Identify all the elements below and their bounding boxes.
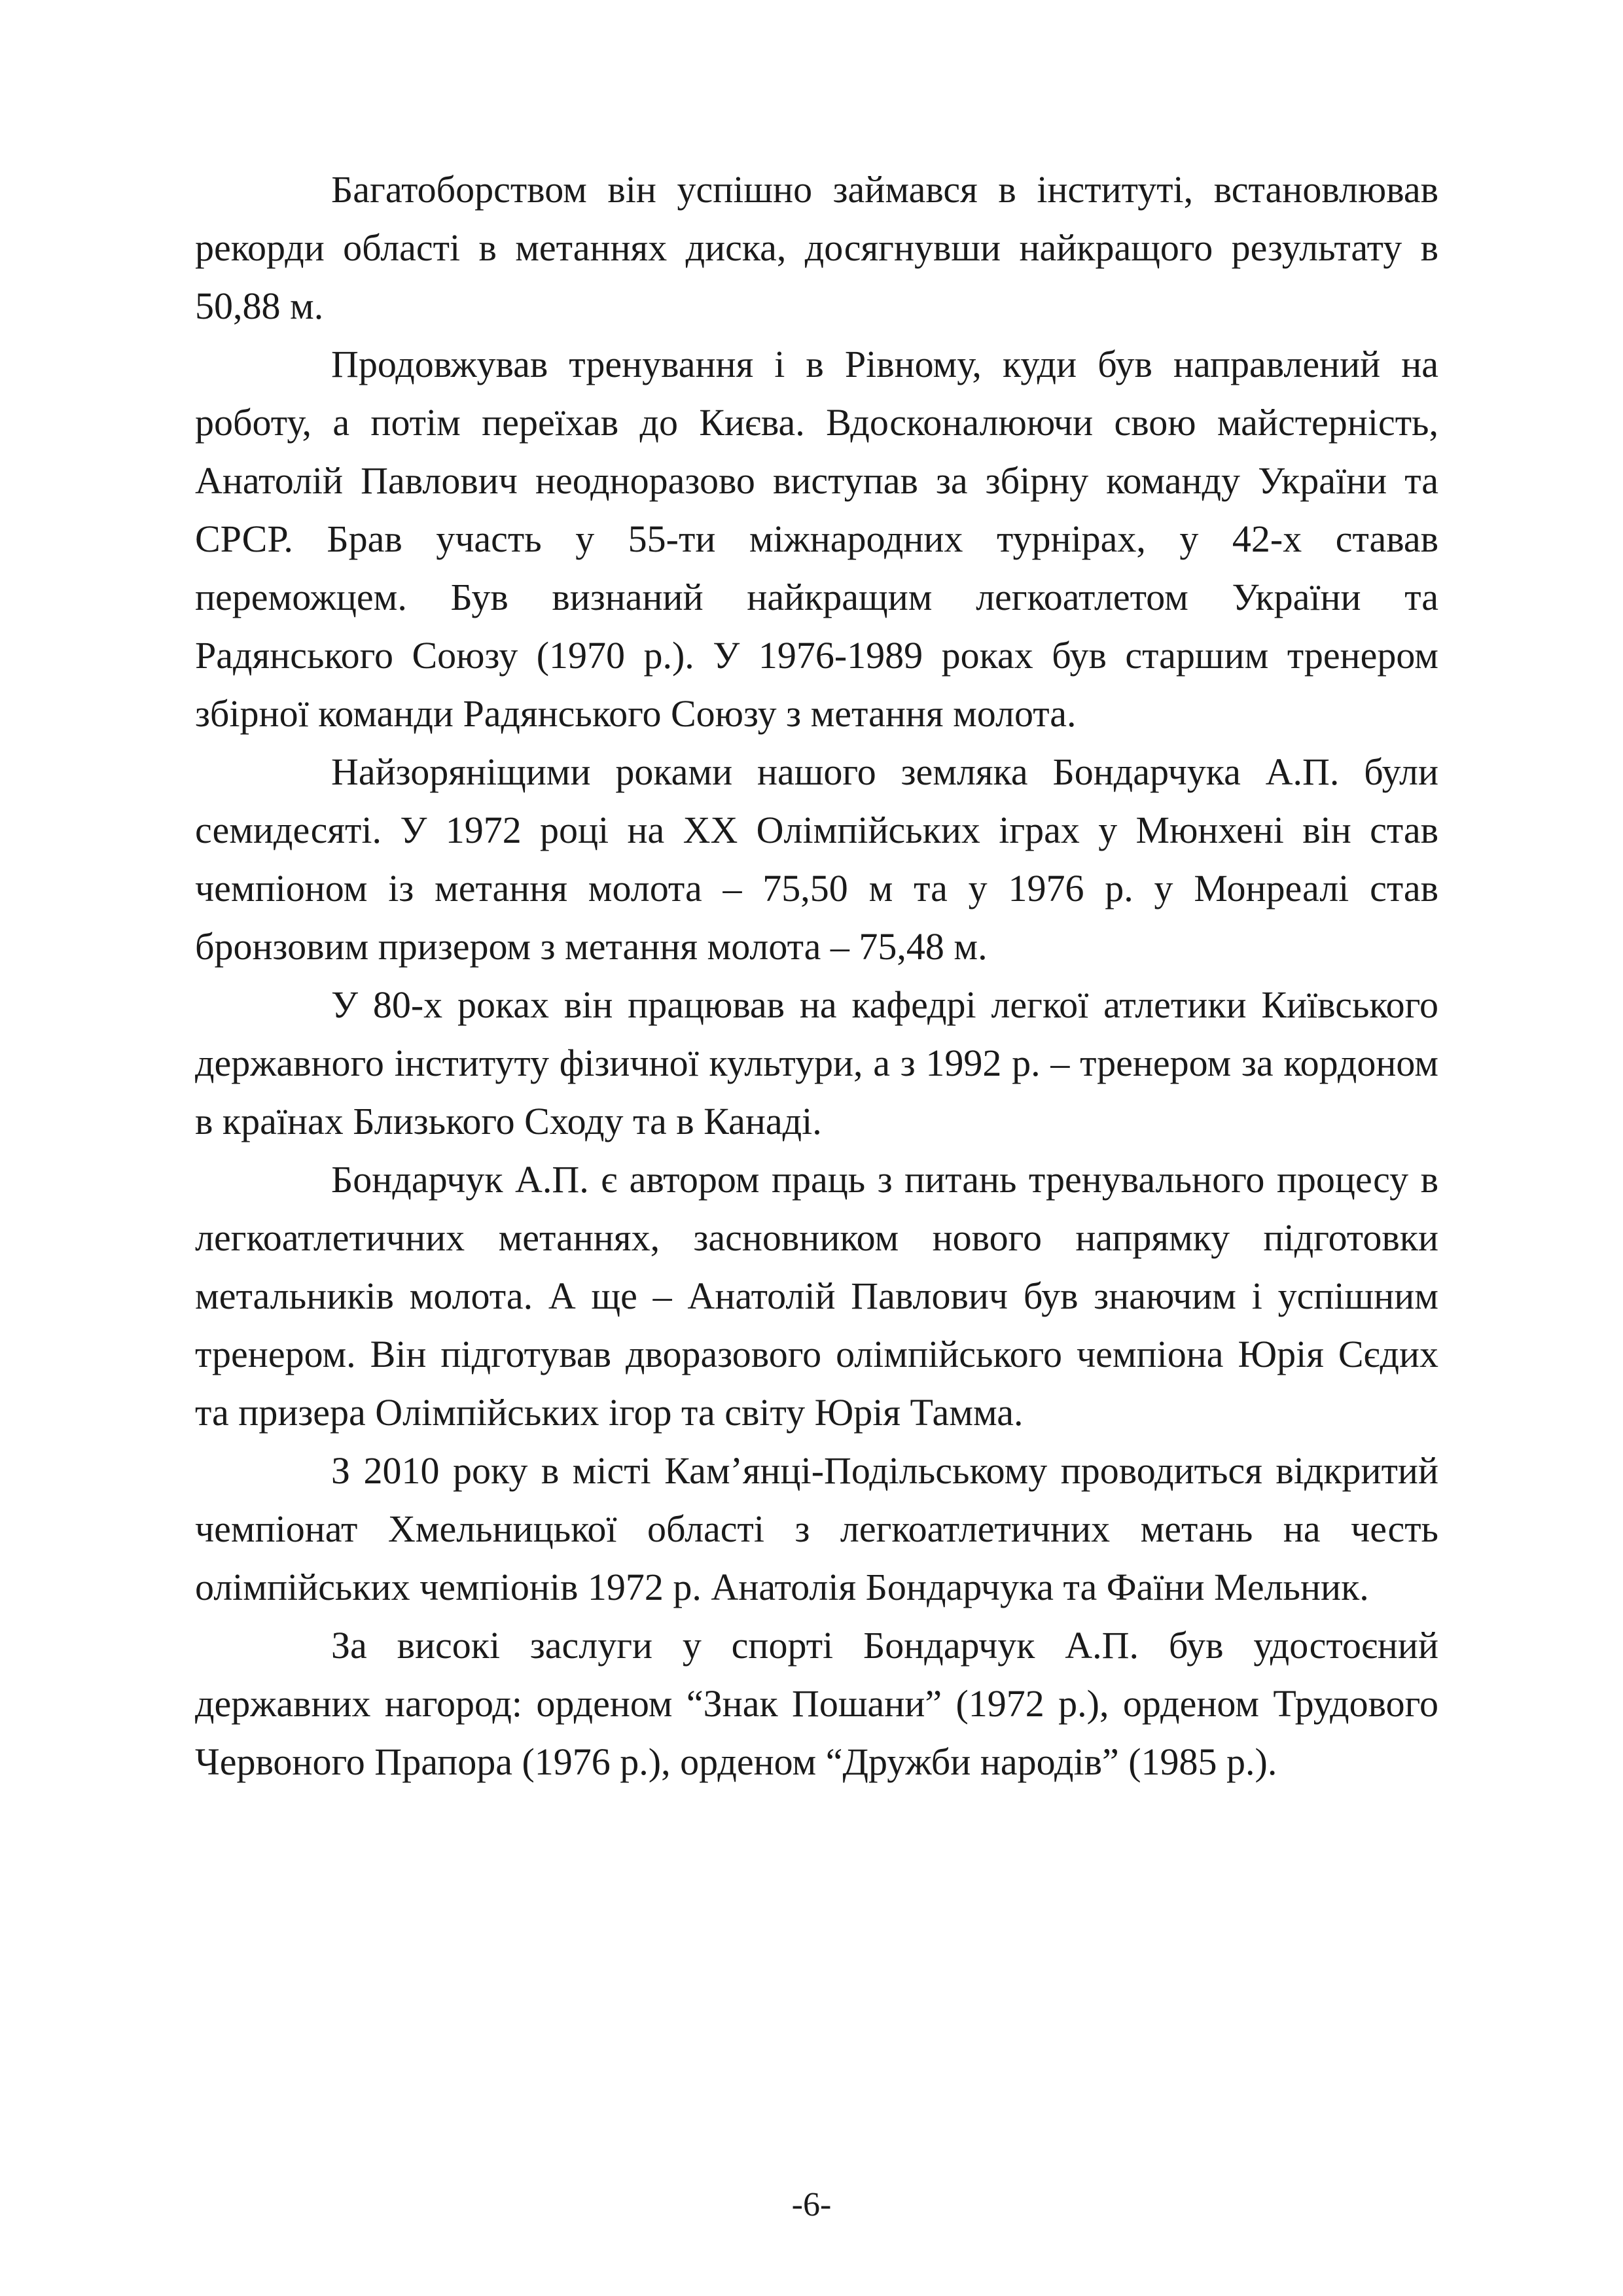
paragraph-2: Продовжував тренування і в Рівному, куди був направлений на роботу, а потім переїхав до Києва. Вдосконалюючи свою майстерність, Анатолій Павлович неодноразово виступав за збірну команду України та СРСР. Брав участь у 55-ти міжнародних турнірах, у 42-х ставав переможцем. Був визнаний найкращим легкоатлетом України та Радянського Союзу (1970 р.). У 1976-1989 роках був старшим тренером збірної команди Радянського Союзу з метання молота. — [195, 343, 1438, 735]
paragraph-5: Бондарчук А.П. є автором праць з питань тренувального процесу в легкоатлетичних метаннях, засновником нового напрямку підготовки метальників молота. А ще – Анатолій Павлович був знаючим і успішним тренером. Він підготував дворазового олімпійського чемпіона Юрія Сєдих та призера Олімпійських ігор та світу Юрія Тамма. — [195, 1158, 1438, 1434]
page-number: -6- — [791, 2186, 832, 2223]
body-text — [195, 160, 1438, 1791]
paragraph-7: За високі заслуги у спорті Бондарчук А.П. був удостоєний державних нагород: орденом “Знак Пошани” (1972 р.), орденом Трудового Червоного Прапора (1976 р.), орденом “Дружби народів” (1985 р.). — [195, 1624, 1438, 1783]
paragraph-6: З 2010 року в місті Кам’янці-Подільському проводиться відкритий чемпіонат Хмельницької області з легкоатлетичних метань на честь олімпійських чемпіонів 1972 р. Анатолія Бондарчука та Фаїни Мельник. — [195, 1449, 1438, 1608]
paragraph-1: Багатоборством він успішно займався в інституті, встановлював рекорди області в метаннях диска, досягнувши найкращого результату в 50,88 м. — [195, 168, 1438, 327]
paragraph-3: Найзоряніщими роками нашого земляка Бондарчука А.П. були семидесяті. У 1972 році на XX Олімпійських іграх у Мюнхені він став чемпіоном із метання молота – 75,50 м та у 1976 р. у Монреалі став бронзовим призером з метання молота – 75,48 м. — [195, 751, 1438, 968]
paragraph-4: У 80-х роках він працював на кафедрі легкої атлетики Київського державного інституту фізичної культури, а з 1992 р. – тренером за кордоном в країнах Близького Сходу та в Канаді. — [195, 983, 1438, 1142]
